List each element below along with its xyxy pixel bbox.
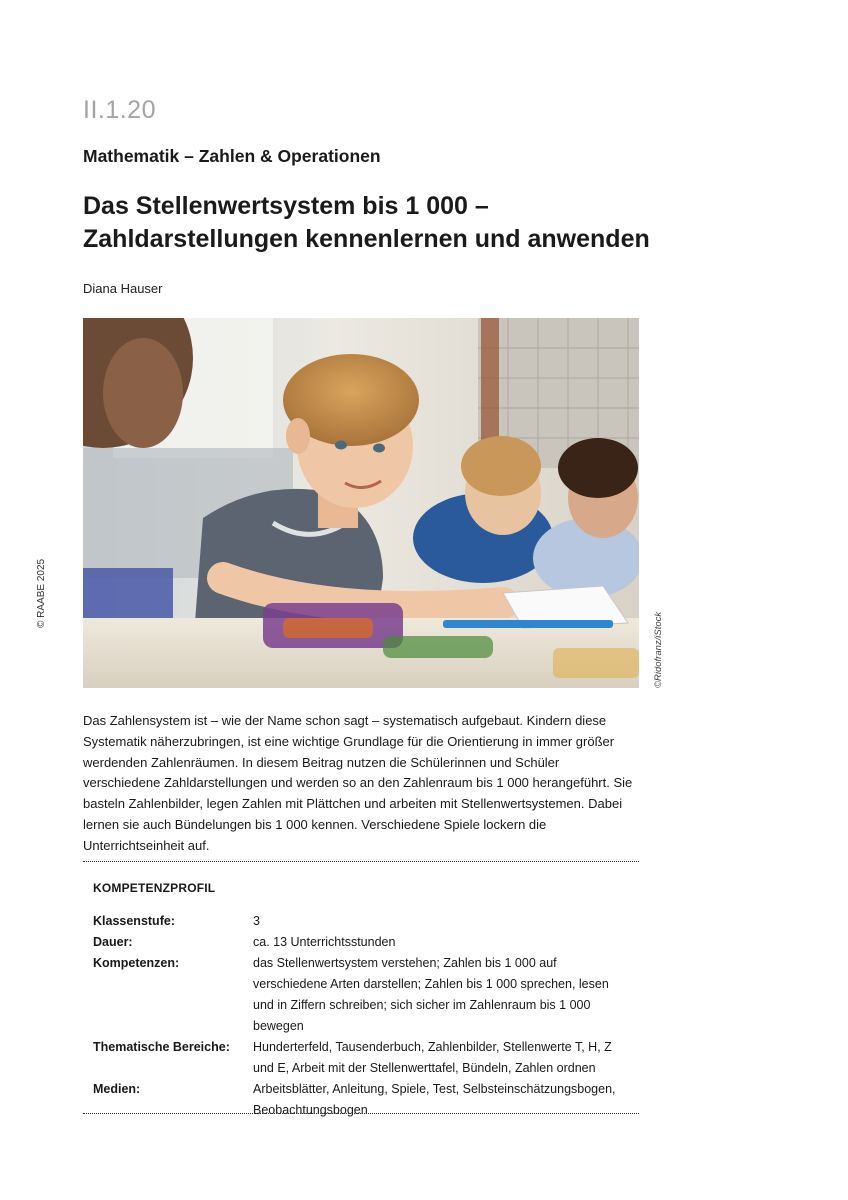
row-value: 3 — [253, 914, 260, 928]
table-row — [93, 1037, 633, 1079]
row-label: Thematische Bereiche: — [93, 1040, 230, 1054]
title-line-1: Das Stellenwertsystem bis 1 000 – — [83, 192, 489, 220]
subject-line: Mathematik – Zahlen & Operationen — [83, 146, 381, 166]
table-row — [93, 953, 633, 1037]
table-row — [93, 932, 633, 953]
row-label: Medien: — [93, 1082, 141, 1096]
row-value: ca. 13 Unterrichtsstunden — [253, 935, 396, 949]
title-line-2: Zahldarstellungen kennenlernen und anwenden — [83, 225, 650, 253]
row-value: Hunderterfeld, Tausenderbuch, Zahlenbilder, Stellenwerte T, H, Z und E, Arbeit mit der Stellenwerttafel, Bündeln, Zahlen ordnen — [253, 1040, 612, 1075]
row-label: Dauer: — [93, 935, 133, 949]
page-title — [83, 190, 650, 256]
row-label: Klassenstufe: — [93, 914, 175, 928]
classroom-photo-illustration — [83, 318, 639, 688]
section-code: II.1.20 — [83, 96, 156, 124]
author-name: Diana Hauser — [83, 281, 163, 296]
row-value: das Stellenwertsystem verstehen; Zahlen bis 1 000 auf verschiedene Arten darstellen; Zahlen bis 1 000 sprechen, lesen und in Ziffern schreiben; sich sicher im Zahlenraum bis 1 000 bewegen — [253, 956, 609, 1033]
kompetenzprofil-table — [93, 911, 633, 1121]
table-row — [93, 911, 633, 932]
table-row — [93, 1079, 633, 1121]
photo-credit: ©Ridofranz/iStock — [653, 611, 664, 688]
copyright-notice: © RAABE 2025 — [36, 558, 47, 628]
row-label: Kompetenzen: — [93, 956, 180, 970]
intro-paragraph: Das Zahlensystem ist – wie der Name schon sagt – systematisch aufgebaut. Kindern diese Systematik näherzubringen, ist eine wichtige Grundlage für die Orientierung in immer größer werdenden Zahlenräumen. In diesem Beitrag nutzen die Schülerinnen und Schüler verschiedene Zahldarstellungen und werden so an den Zahlenraum bis 1 000 herangeführt. Sie basteln Zahlenbilder, legen Zahlen mit Plättchen und arbeiten mit Stellenwertsystemen. Dabei lernen sie auch Bündelungen bis 1 000 kennen. Verschiedene Spiele lockern die Unterrichtseinheit auf. — [83, 713, 633, 853]
divider-bottom — [83, 1113, 639, 1114]
row-value: Arbeitsblätter, Anleitung, Spiele, Test, Selbsteinschätzungsbogen, Beobachtungsbogen — [253, 1082, 616, 1117]
classroom-photo — [83, 318, 639, 688]
divider-top — [83, 861, 639, 862]
kompetenzprofil-heading: KOMPETENZPROFIL — [93, 881, 216, 895]
